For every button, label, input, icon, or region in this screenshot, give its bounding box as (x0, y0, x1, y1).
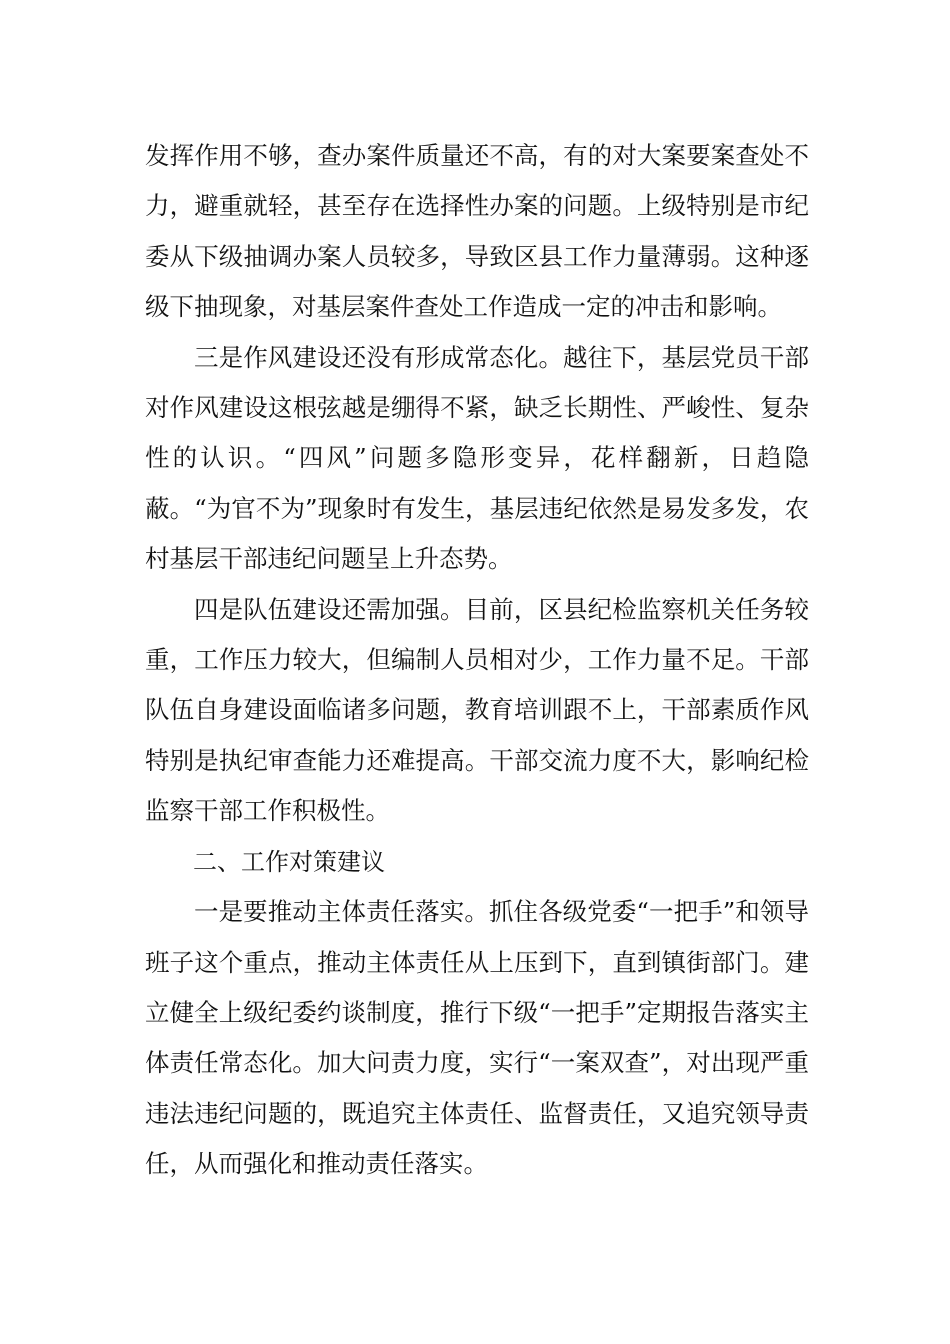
document-body (145, 131, 809, 1190)
paragraph-responsibility: 一是要推动主体责任落实。抓住各级党委“一把手”和领导班子这个重点，推动主体责任从上压到下，直到镇街部门。建立健全上级纪委约谈制度，推行下级“一把手”定期报告落实主体责任常态化。加大问责力度，实行“一案双查”，对出现严重违法违纪问题的，既追究主体责任、监督责任，又追究领导责任，从而强化和推动责任落实。 (145, 897, 809, 1179)
paragraph-continuation: 发挥作用不够，查办案件质量还不高，有的对大案要案查处不力，避重就轻，甚至存在选择性办案的问题。上级特别是市纪委从下级抽调办案人员较多，导致区县工作力量薄弱。这种逐级下抽现象，对基层案件查处工作造成一定的冲击和影响。 (145, 141, 809, 322)
paragraph-team-building: 四是队伍建设还需加强。目前，区县纪检监察机关任务较重，工作压力较大，但编制人员相对少，工作力量不足。干部队伍自身建设面临诸多问题，教育培训跟不上，干部素质作风特别是执纪审查能力还难提高。干部交流力度不大，影响纪检监察干部工作积极性。 (145, 594, 809, 826)
section-heading: 二、工作对策建议 (193, 847, 385, 876)
paragraph-work-style: 三是作风建设还没有形成常态化。越往下，基层党员干部对作风建设这根弦越是绷得不紧，缺乏长期性、严峻性、复杂性的认识。“四风”问题多隐形变异，花样翻新，日趋隐蔽。“为官不为”现象时有发生，基层违纪依然是易发多发，农村基层干部违纪问题呈上升态势。 (145, 342, 809, 574)
